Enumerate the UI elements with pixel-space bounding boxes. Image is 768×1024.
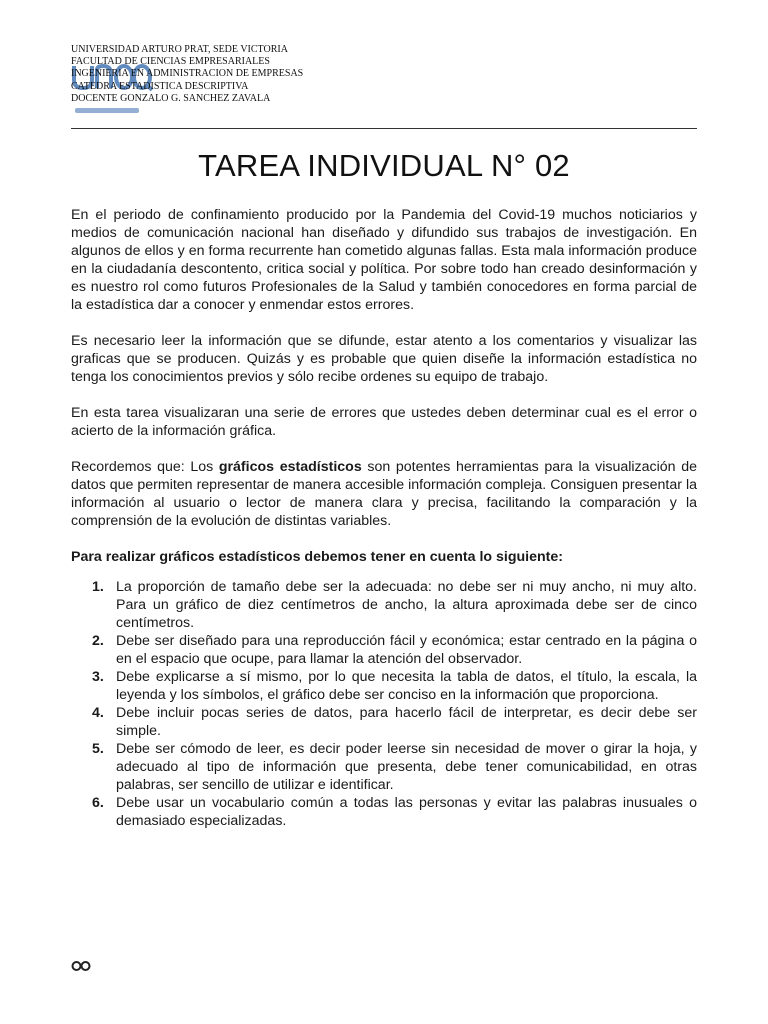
list-item-number: 1.: [92, 579, 104, 595]
list-item: [71, 668, 697, 704]
header-line-university: UNIVERSIDAD ARTURO PRAT, SEDE VICTORIA: [71, 44, 288, 55]
document-body: [71, 206, 697, 830]
paragraph-reading: Es necesario leer la información que se difunde, estar atento a los comentarios y visualizar las graficas que se producen. Quizás y es probable que quien diseñe la información estadística no tenga los conocimientos previos y sólo recibe ordenes su equipo de trabajo.: [71, 333, 697, 385]
paragraph-task: En esta tarea visualizaran una serie de errores que ustedes deben determinar cual es el error o acierto de la información gráfica.: [71, 405, 697, 439]
guidelines-list: [71, 578, 697, 830]
header-line-faculty: FACULTAD DE CIENCIAS EMPRESARIALES: [71, 56, 270, 68]
list-item-number: 4.: [92, 705, 104, 721]
list-item-text: Debe ser cómodo de leer, es decir poder leerse sin necesidad de mover o girar la hoja, y adecuado al tipo de información que presenta, debe tener comunicabilidad, en otras palabras, ser sencillo de utilizar e identificar.: [116, 741, 697, 793]
list-item-text: Debe incluir pocas series de datos, para hacerlo fácil de interpretar, es decir debe ser simple.: [116, 705, 697, 739]
list-item-text: Debe explicarse a sí mismo, por lo que necesita la tabla de datos, el título, la escala, la leyenda y los símbolos, el gráfico debe ser conciso en la información que proporciona.: [116, 669, 697, 703]
list-item-number: 3.: [92, 669, 104, 685]
paragraph-recall: [71, 458, 697, 530]
recall-text-after: son potentes herramientas para la visualización de datos que permiten representar de manera accesible información compleja. Consiguen presentar la información al usuario o lector de manera clara y precisa, facilitando la comparación y la comprensión de la evolución de distintas variables.: [71, 459, 697, 529]
recall-bold-term: gráficos estadísticos: [218, 459, 362, 475]
list-item: [71, 578, 697, 632]
header-divider: [71, 128, 697, 129]
list-item-text: Debe ser diseñado para una reproducción fácil y económica; estar centrado en la página o en el espacio que ocupe, para llamar la atención del observador.: [116, 633, 697, 667]
list-item-text: La proporción de tamaño debe ser la adecuada: no debe ser ni muy ancho, ni muy alto. Para un gráfico de diez centímetros de ancho, la altura aproximada debe ser de cinco centímetros.: [116, 579, 697, 631]
list-item-text: Debe usar un vocabulario común a todas las personas y evitar las palabras inusuales o demasiado especializadas.: [116, 795, 697, 829]
list-item: [71, 794, 697, 830]
page-title: TAREA INDIVIDUAL N° 02: [198, 148, 570, 183]
header-line-teacher: DOCENTE GONZALO G. SANCHEZ ZAVALA: [71, 92, 271, 104]
list-heading: Para realizar gráficos estadísticos debemos tener en cuenta lo siguiente:: [71, 549, 564, 565]
list-item-number: 5.: [92, 741, 104, 757]
list-item: [71, 632, 697, 668]
paragraph-intro: En el periodo de confinamiento producido por la Pandemia del Covid-19 muchos noticiarios y medios de comunicación nacional han diseñado y difundido sus trabajos de investigación. En algunos de ellos y en forma recurrente han cometido algunas fallas. Esta mala información produce en la ciudadanía descontento, critica social y política. Por sobre todo han creado desinformación y es nuestro rol como futuros Profesionales de la Salud y también conocedores en forma parcial de la estadística dar a conocer y enmendar estos errores.: [71, 207, 697, 313]
list-item-number: 2.: [92, 633, 104, 649]
document-header: [71, 44, 711, 120]
list-item: [71, 740, 697, 794]
list-item: [71, 704, 697, 740]
infinity-icon: [71, 960, 91, 972]
header-line-career: INGENIERIA EN ADMINISTRACION DE EMPRESAS: [71, 68, 304, 80]
list-item-number: 6.: [92, 795, 104, 811]
recall-text-before: Recordemos que: Los: [71, 459, 219, 475]
header-line-course: CATEDRA ESTADISTICA DESCRIPTIVA: [71, 80, 249, 92]
institution-lines: [71, 44, 303, 105]
